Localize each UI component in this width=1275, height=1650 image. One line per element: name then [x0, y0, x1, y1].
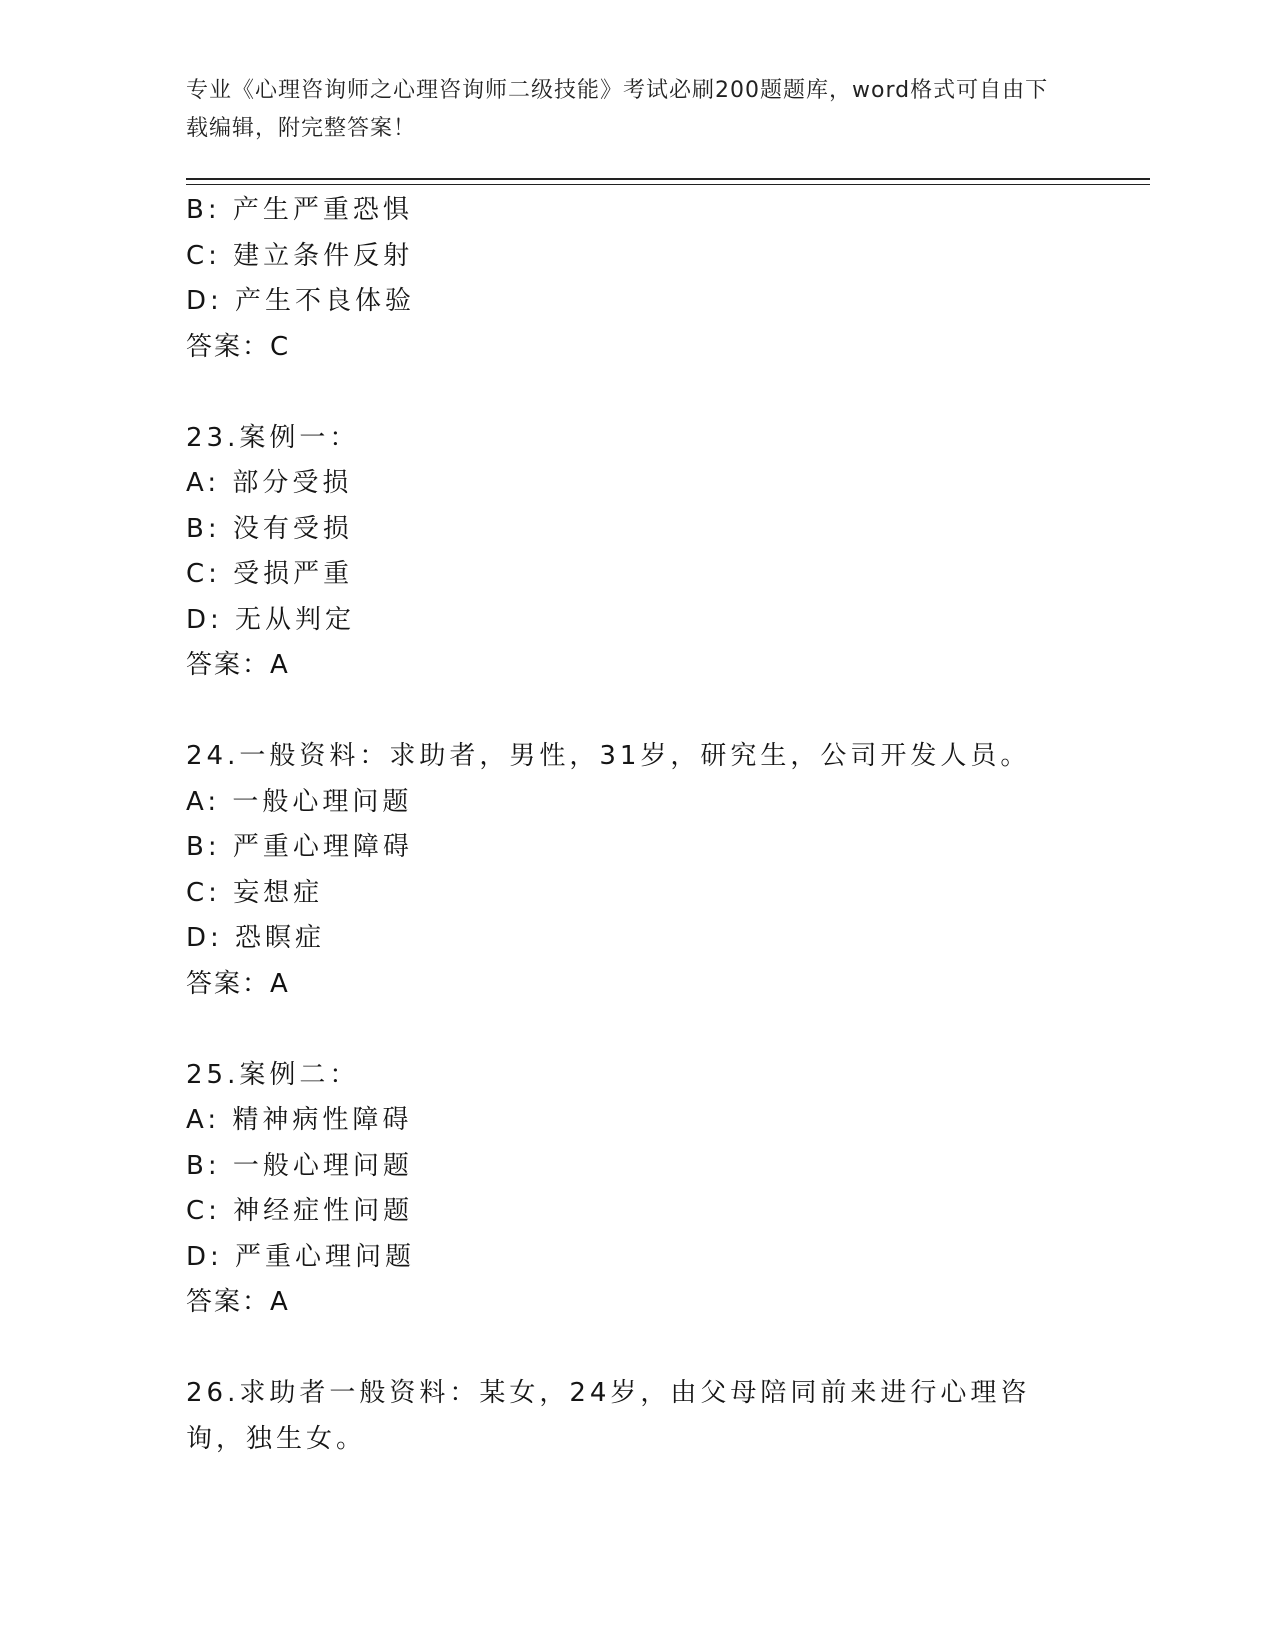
spacer: [186, 370, 1146, 416]
answer-line: 答案：A: [186, 968, 290, 999]
question-stem: 23.案例一：: [186, 422, 360, 453]
question-stem: 25.案例二：: [186, 1059, 360, 1090]
option-d: D: 恐瞑症: [186, 923, 326, 953]
option-a: A: 部分受损: [186, 468, 353, 498]
option-b: B: 严重心理障碍: [186, 832, 413, 862]
option-c: C: 建立条件反射: [186, 240, 414, 271]
option-b: B: 产生严重恐惧: [186, 195, 413, 225]
question-block-23: [186, 416, 1146, 689]
document-header: 专业《心理咨询师之心理咨询师二级技能》考试必刷200题题库，word格式可自由下载编辑，附完整答案！: [186, 78, 1049, 141]
option-d: D: 无从判定: [186, 604, 356, 635]
option-d: D: 严重心理问题: [186, 1241, 416, 1272]
spacer: [186, 1007, 1146, 1053]
option-b: B: 没有受损: [186, 513, 353, 544]
option-c: C: 妄想症: [186, 877, 324, 908]
question-block-22: [186, 188, 1146, 370]
answer-line: 答案：A: [186, 1287, 290, 1317]
spacer: [186, 1326, 1146, 1372]
option-d: D: 产生不良体验: [186, 286, 416, 316]
question-list: [186, 188, 1146, 1462]
question-block-25: [186, 1053, 1146, 1326]
question-block-24: [186, 734, 1146, 1007]
question-stem: 26.求助者一般资料：某女，24岁，由父母陪同前来进行心理咨询，独生女。: [186, 1378, 1031, 1454]
spacer: [186, 689, 1146, 735]
header-rule-thin: [186, 184, 1150, 185]
question-stem: 24.一般资料：求助者，男性，31岁，研究生，公司开发人员。: [186, 741, 1031, 771]
option-b: B: 一般心理问题: [186, 1150, 413, 1181]
option-a: A: 一般心理问题: [186, 786, 413, 817]
answer-line: 答案：C: [186, 331, 291, 362]
header-rule-thick: [186, 178, 1150, 180]
option-a: A: 精神病性障碍: [186, 1105, 413, 1135]
question-block-26: [186, 1371, 1146, 1462]
option-c: C: 神经症性问题: [186, 1196, 414, 1226]
answer-line: 答案：A: [186, 650, 290, 680]
option-c: C: 受损严重: [186, 559, 354, 589]
